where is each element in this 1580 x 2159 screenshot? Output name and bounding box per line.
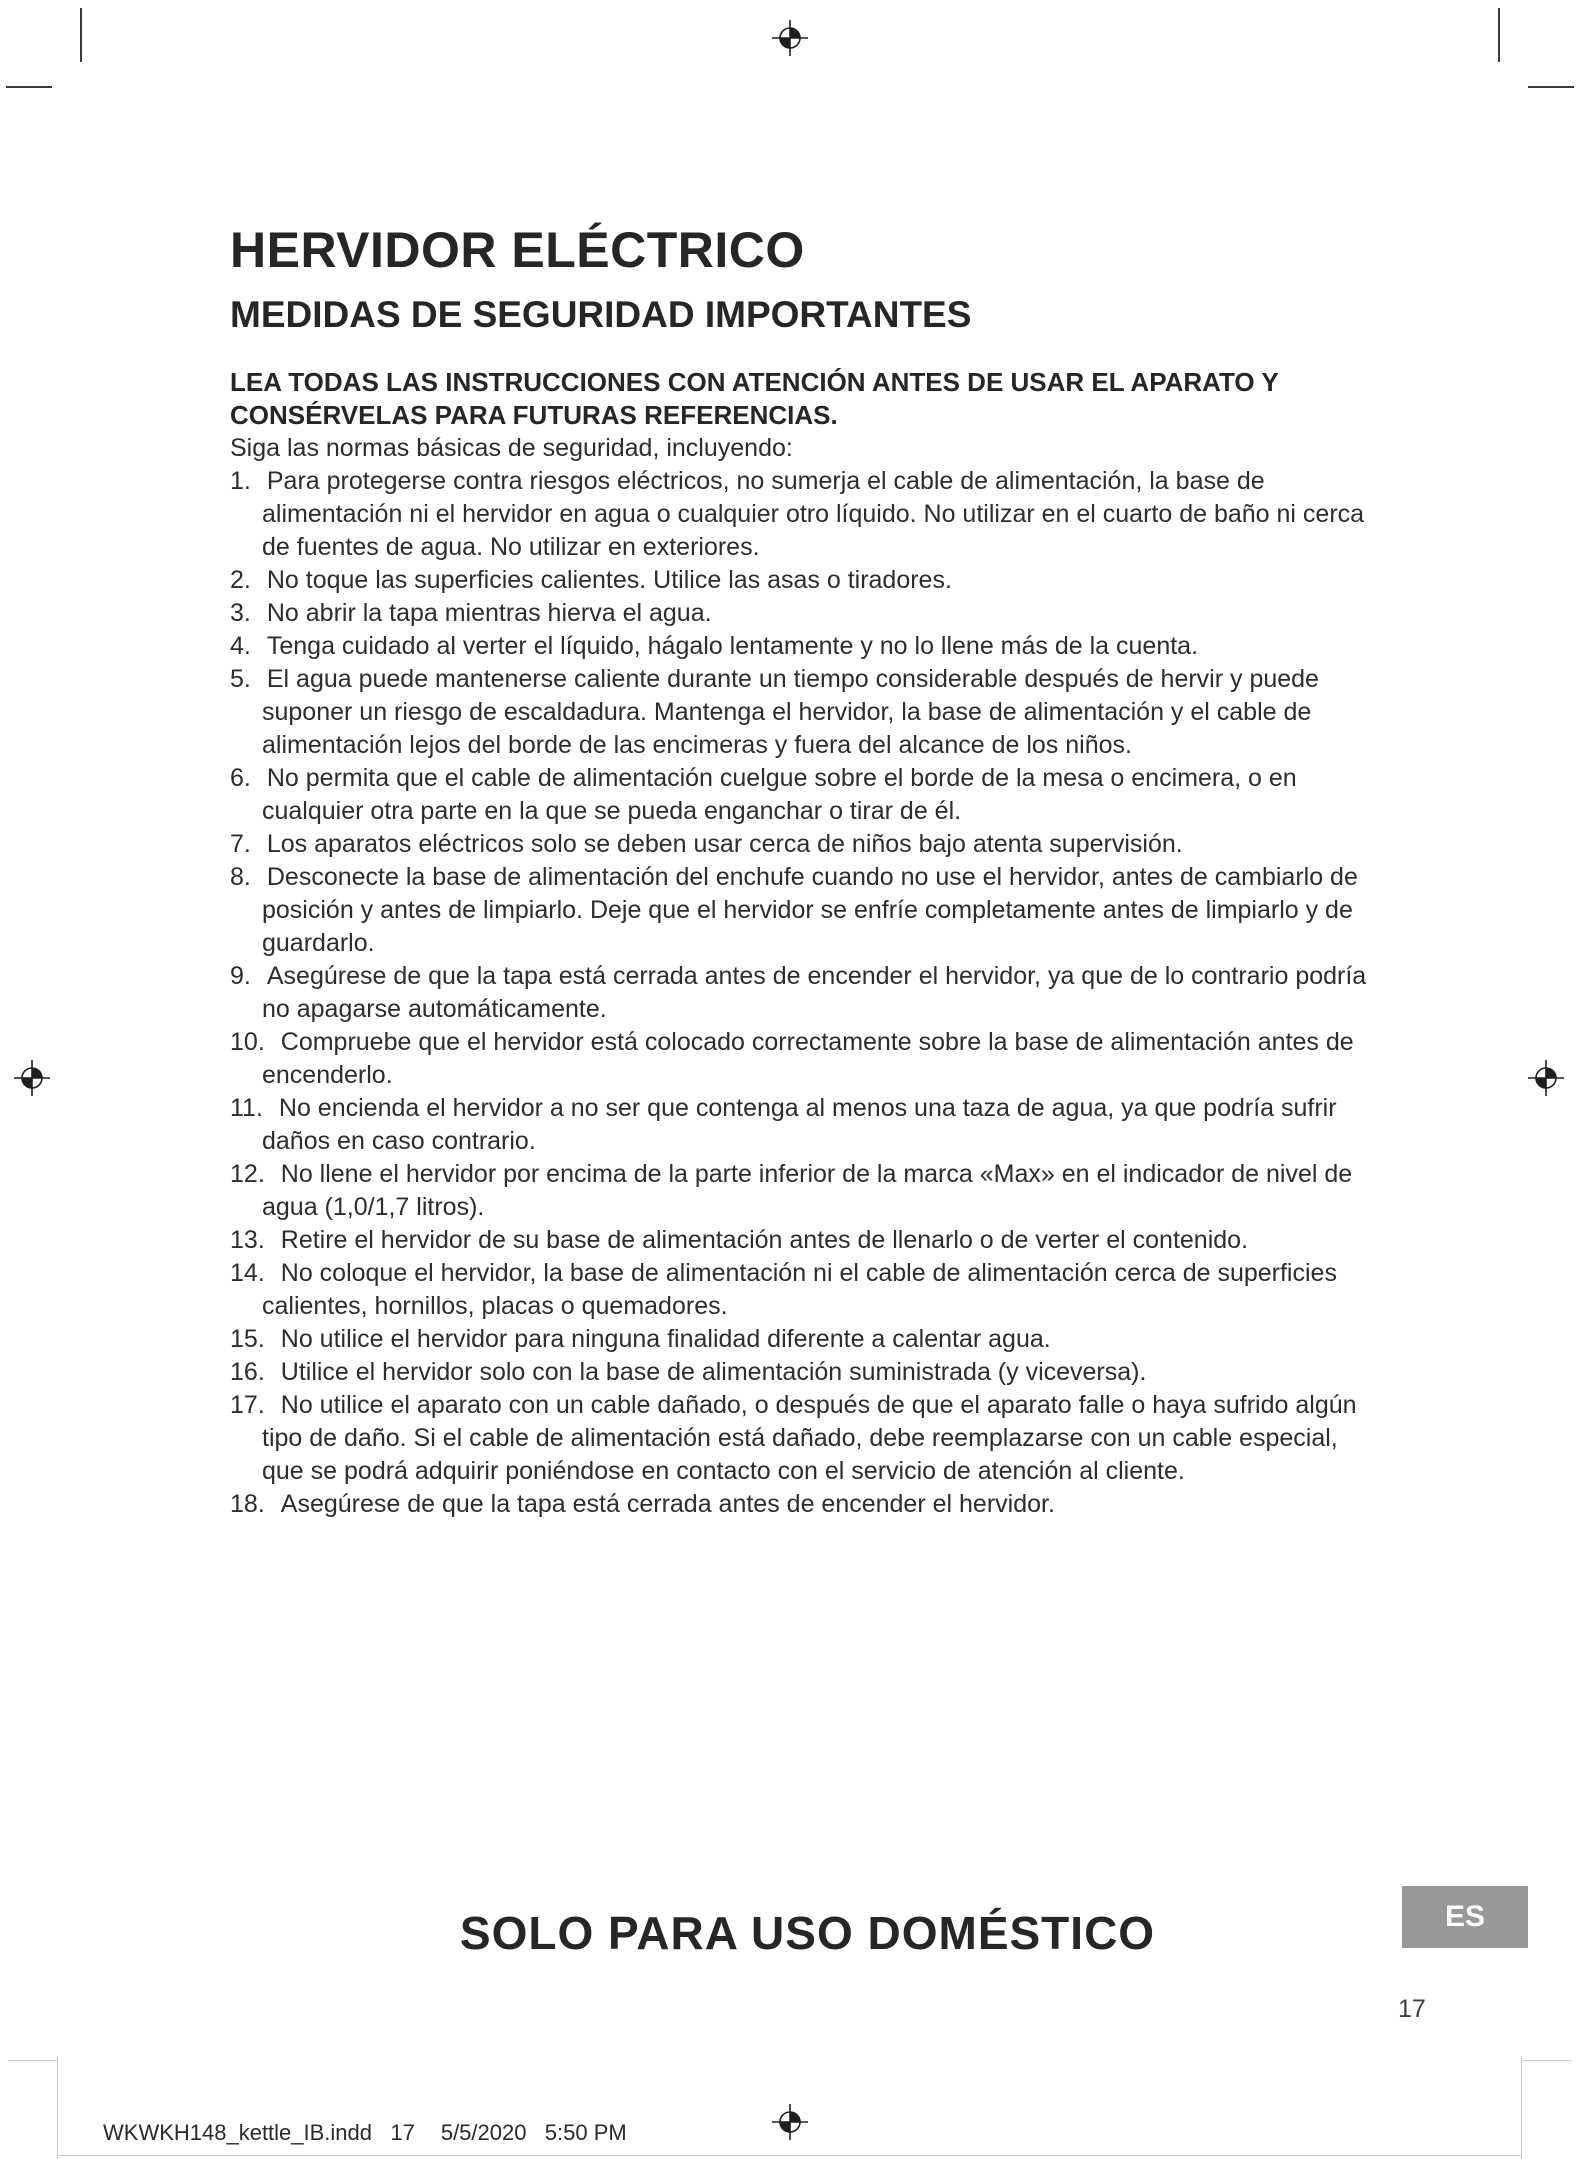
registration-mark-right-icon	[1528, 1060, 1564, 1096]
safety-list-item: Desconecte la base de alimentación del enchufe cuando no use el hervidor, antes de cambiarlo de posición y antes de limpiarlo. Deje que el hervidor se enfríe completamente antes de limpiarlo y de guardarlo.	[262, 862, 1358, 957]
safety-list-item: No toque las superficies calientes. Utilice las asas o tiradores.	[266, 565, 952, 594]
safety-list-item: No abrir la tapa mientras hierva el agua.	[266, 598, 712, 627]
safety-list-item: Asegúrese de que la tapa está cerrada antes de encender el hervidor.	[280, 1489, 1055, 1518]
registration-mark-bottom-icon	[772, 2104, 808, 2140]
page-content	[230, 224, 1385, 1521]
registration-mark-left-icon	[14, 1060, 50, 1096]
language-badge: ES	[1402, 1886, 1528, 1948]
crop-mark-top-left-vertical	[80, 8, 82, 62]
print-footer	[103, 2120, 627, 2146]
print-datetime: 5/5/2020 5:50 PM	[440, 2120, 627, 2145]
trim-line-bottom-left-horizontal	[8, 2060, 57, 2061]
trim-line-bottom-left-vertical	[57, 2056, 58, 2159]
safety-list-item: Compruebe que el hervidor está colocado correctamente sobre la base de alimentación antes de encenderlo.	[262, 1027, 1354, 1089]
safety-list-item: Asegúrese de que la tapa está cerrada antes de encender el hervidor, ya que de lo contrario podría no apagarse automáticamente.	[262, 961, 1367, 1023]
safety-list-item: No llene el hervidor por encima de la parte inferior de la marca «Max» en el indicador de nivel de agua (1,0/1,7 litros).	[262, 1159, 1353, 1221]
safety-list-item: No permita que el cable de alimentación cuelgue sobre el borde de la mesa o encimera, o en cualquier otra parte en la que se pueda enganchar o tirar de él.	[262, 763, 1297, 825]
safety-list-item: Retire el hervidor de su base de alimentación antes de llenarlo o de verter el contenido.	[280, 1225, 1249, 1254]
crop-mark-top-right-vertical	[1498, 8, 1500, 62]
safety-list-item: Utilice el hervidor solo con la base de alimentación suministrada (y viceversa).	[280, 1357, 1147, 1386]
safety-list-item: No coloque el hervidor, la base de alimentación ni el cable de alimentación cerca de superficies calientes, hornillos, placas o quemadores.	[262, 1258, 1337, 1320]
document-title: HERVIDOR ELÉCTRICO	[230, 222, 805, 278]
safety-list-item: No utilice el hervidor para ninguna finalidad diferente a calentar agua.	[280, 1324, 1051, 1353]
domestic-use-heading: SOLO PARA USO DOMÉSTICO	[459, 1907, 1156, 1959]
safety-intro: Siga las normas básicas de seguridad, incluyendo:	[230, 433, 793, 462]
page-number: 17	[1398, 1995, 1426, 2023]
safety-list-item: Los aparatos eléctricos solo se deben usar cerca de niños bajo atenta supervisión.	[266, 829, 1183, 858]
safety-list-item: El agua puede mantenerse caliente durante un tiempo considerable después de hervir y puede suponer un riesgo de escaldadura. Mantenga el hervidor, la base de alimentación y el cable de alimentación lejos del borde de las encimeras y fuera del alcance de los niños.	[262, 664, 1319, 759]
print-filename: WKWKH148_kettle_IB.indd 17	[103, 2120, 415, 2145]
safety-list-item: Para protegerse contra riesgos eléctricos, no sumerja el cable de alimentación, la base de alimentación ni el hervidor en agua o cualquier otro líquido. No utilizar en el cuarto de baño ni cerca de fuentes de agua. No utilizar en exteriores.	[262, 466, 1365, 561]
crop-mark-top-left-horizontal	[6, 86, 52, 88]
safety-list	[230, 465, 1385, 1521]
safety-list-item: Tenga cuidado al verter el líquido, hágalo lentamente y no lo llene más de la cuenta.	[266, 631, 1199, 660]
trim-line-bottom-right-vertical	[1521, 2056, 1522, 2159]
trim-line-bottom-right-horizontal	[1522, 2060, 1572, 2061]
document-subtitle: MEDIDAS DE SEGURIDAD IMPORTANTES	[230, 294, 972, 335]
trim-line-bottom-edge	[57, 2155, 1522, 2156]
safety-list-item: No utilice el aparato con un cable dañado, o después de que el aparato falle o haya sufrido algún tipo de daño. Si el cable de alimentación está dañado, debe reemplazarse con un cable especial, que se podrá adquirir poniéndose en contacto con el servicio de atención al cliente.	[262, 1390, 1357, 1485]
safety-list-item: No encienda el hervidor a no ser que contenga al menos una taza de agua, ya que podría sufrir daños en caso contrario.	[262, 1093, 1337, 1155]
safety-intro-bold: LEA TODAS LAS INSTRUCCIONES CON ATENCIÓN ANTES DE USAR EL APARATO Y CONSÉRVELAS PARA FUTURAS REFERENCIAS.	[230, 366, 1279, 430]
registration-mark-top-icon	[772, 20, 808, 56]
crop-mark-top-right-horizontal	[1528, 86, 1574, 88]
